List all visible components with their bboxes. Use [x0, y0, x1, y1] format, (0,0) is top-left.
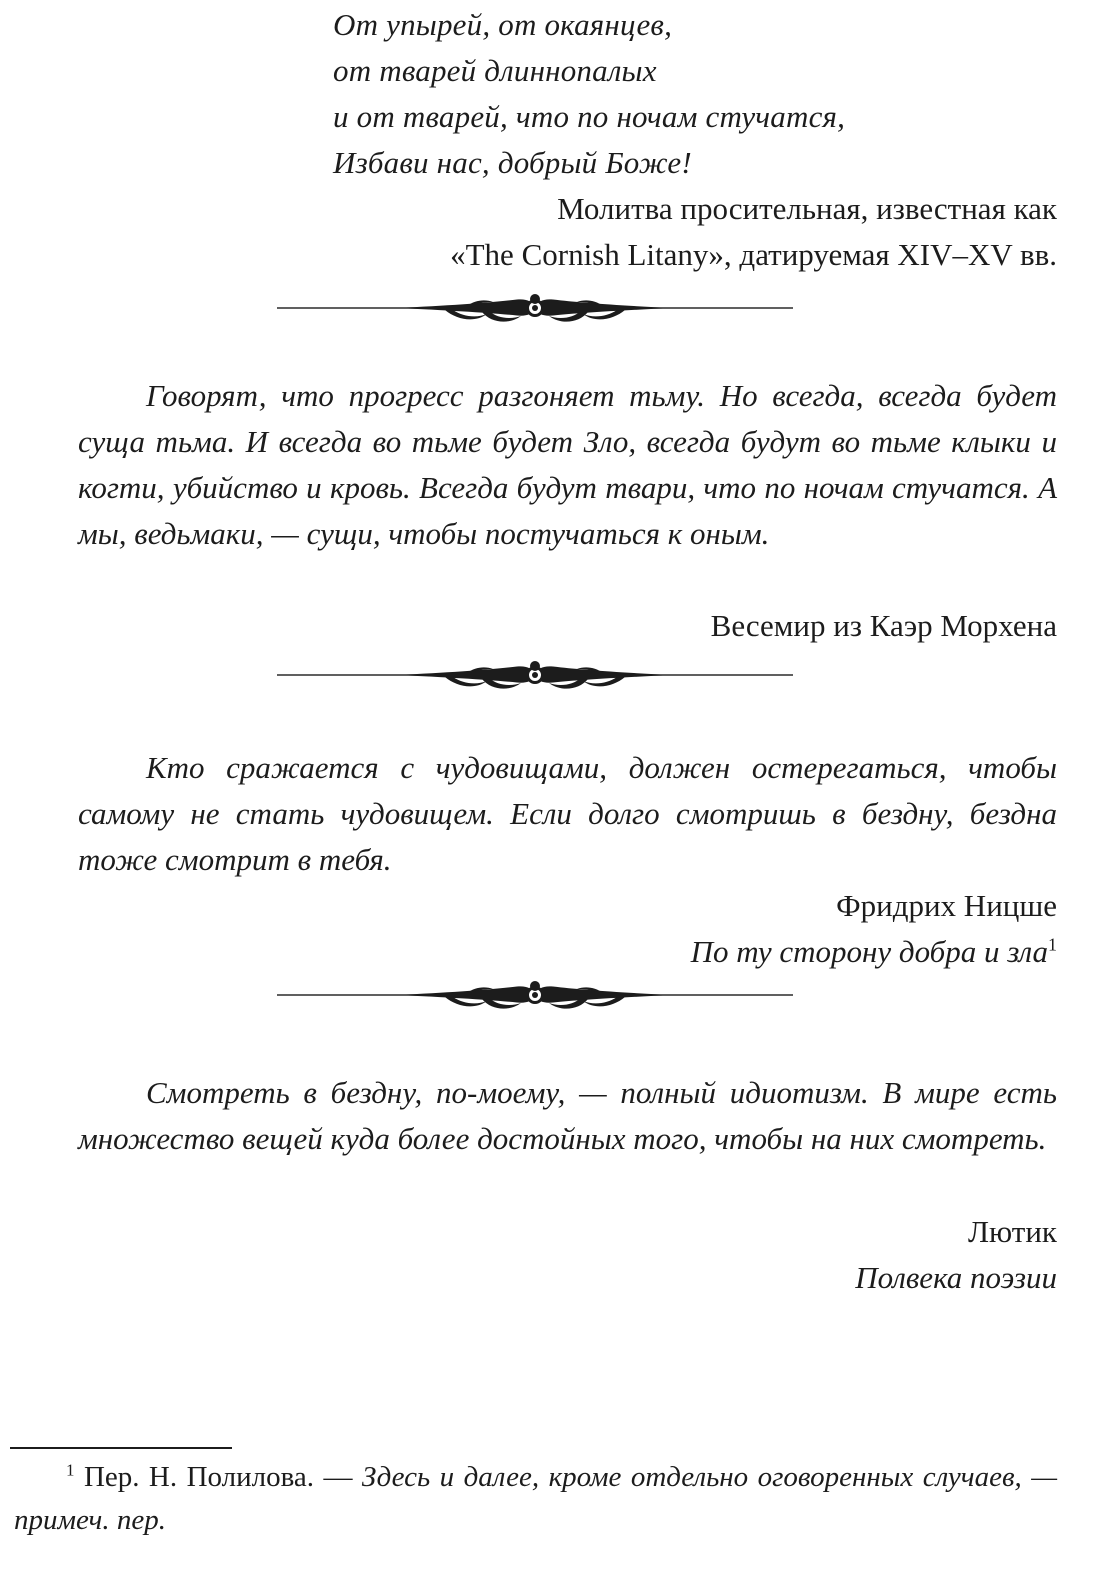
footnote-translator: Пер. Н. Полилова. [83, 1461, 315, 1493]
epigraph-verse [333, 2, 845, 186]
epigraph-3-work-line [691, 929, 1057, 975]
epigraph-1-source [450, 186, 1057, 278]
epigraph-2-quote: Говорят, что прогресс разгоняет тьму. Но всегда, всегда будет суща тьма. И всегда во тьме будет Зло, всегда будут во тьме клыки и когти, убийство и кровь. Всегда будут твари, что по ночам стучатся. А мы, ведьмаки, — сущи, чтобы постучаться к оным. [78, 378, 1057, 551]
epigraph-4-author: Лютик [968, 1214, 1057, 1249]
verse-line: Избави нас, добрый Боже! [333, 145, 692, 180]
ornament-divider-icon [277, 977, 793, 1017]
source-line: «The Cornish Litany», датируемая XIV–XV вв. [450, 237, 1057, 272]
ornament-divider-icon [277, 657, 793, 697]
epigraph-4-work: Полвека поэзии [855, 1260, 1057, 1295]
footnote-reference[interactable]: 1 [1048, 934, 1057, 955]
footnote-rule [10, 1447, 232, 1449]
epigraph-4-source [855, 1209, 1057, 1301]
footnote: $^1$ Пер. Н. Полилова. — Здесь и далее, кроме отдельно оговоренных случаев, — примеч. пер. [14, 1460, 1058, 1536]
verse-line: От упырей, от окаянцев, [333, 7, 673, 42]
epigraph-4-quote: Смотреть в бездну, по-моему, — полный идиотизм. В мире есть множество вещей куда более достойных того, чтобы на них смотреть. [78, 1075, 1057, 1156]
epigraph-3-author: Фридрих Ницше [836, 888, 1057, 923]
epigraph-3-work: По ту сторону добра и зла [690, 934, 1048, 969]
verse-line: от тварей длиннопалых [333, 53, 657, 88]
verse-line: и от тварей, что по ночам стучатся, [333, 99, 846, 134]
footnote-note: Здесь и далее, кроме отдельно оговоренных случаев, — примеч. пер. [14, 1461, 1058, 1536]
footnote-number: 1 [66, 1460, 75, 1480]
source-line: Молитва просительная, известная как [557, 191, 1057, 226]
epigraph-3-quote: Кто сражается с чудовищами, должен остерегаться, чтобы самому не стать чудовищем. Если долго смотришь в бездну, бездна тоже смотрит в тебя. [78, 750, 1057, 877]
ornament-divider-icon [277, 290, 793, 330]
epigraph-3-source [691, 883, 1057, 975]
epigraph-2-author: Весемир из Каэр Морхена [710, 608, 1057, 643]
